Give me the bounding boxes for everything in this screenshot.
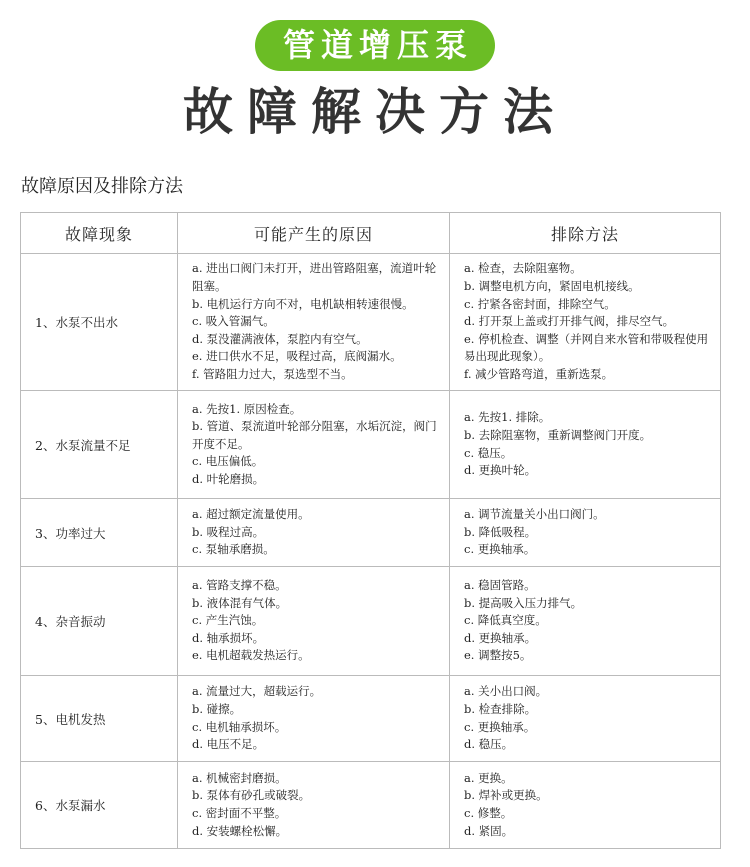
remedies-cell: [450, 391, 721, 499]
header-remedies: 排除方法: [450, 213, 721, 254]
cause-item: b. 碰擦。: [192, 701, 242, 716]
remedies-cell: [450, 676, 721, 762]
cause-item: c. 产生汽蚀。: [192, 613, 264, 628]
cause-item: b. 吸程过高。: [192, 524, 265, 539]
remedy-item: c. 降低真空度。: [464, 613, 547, 628]
causes-cell: [178, 254, 450, 391]
symptom-cell: 2、水泵流量不足: [21, 391, 178, 499]
remedies-cell: [450, 762, 721, 849]
remedy-item: d. 稳压。: [464, 737, 514, 752]
cause-item: f. 管路阻力过大，泵选型不当。: [192, 366, 353, 381]
table-row: [21, 254, 721, 391]
cause-item: b. 泵体有砂孔或破裂。: [192, 788, 311, 803]
section-title: 故障原因及排除方法: [21, 176, 183, 197]
fault-table: [20, 212, 721, 849]
symptom-cell: 3、功率过大: [21, 499, 178, 567]
cause-item: a. 流量过大，超载运行。: [192, 684, 322, 699]
symptom-cell: 1、水泵不出水: [21, 254, 178, 391]
cause-item: b. 管道、泵流道叶轮部分阻塞，水垢沉淀，阀门开度不足。: [192, 419, 437, 451]
cause-item: c. 密封面不平整。: [192, 806, 287, 820]
cause-item: d. 轴承损坏。: [192, 630, 265, 645]
table-header-row: [21, 213, 721, 254]
causes-cell: [178, 391, 450, 499]
cause-item: c. 电压偏低。: [192, 454, 264, 469]
remedy-item: e. 调整按5。: [464, 648, 532, 663]
page-title: 故障解决方法: [183, 83, 567, 141]
remedy-item: b. 调整电机方向，紧固电机接线。: [464, 279, 640, 294]
remedy-item: f. 减少管路弯道，重新选泵。: [464, 366, 614, 381]
remedy-item: a. 稳固管路。: [464, 578, 536, 593]
remedy-item: c. 拧紧各密封面，排除空气。: [464, 296, 616, 311]
remedy-item: d. 打开泵上盖或打开排气阀，排尽空气。: [464, 314, 675, 329]
remedy-item: b. 检查排除。: [464, 701, 537, 716]
remedy-item: a. 先按1. 排除。: [464, 410, 551, 425]
remedy-item: d. 更换叶轮。: [464, 463, 537, 478]
banner-container: [0, 20, 750, 71]
table-row: [21, 567, 721, 676]
cause-item: c. 泵轴承磨损。: [192, 542, 275, 557]
table-row: [21, 391, 721, 499]
cause-item: e. 进口供水不足，吸程过高，底阀漏水。: [192, 349, 402, 364]
table-row: [21, 499, 721, 567]
remedy-item: a. 关小出口阀。: [464, 684, 548, 699]
remedies-cell: [450, 567, 721, 676]
remedies-cell: [450, 254, 721, 391]
symptom-cell: 4、杂音振动: [21, 567, 178, 676]
remedy-item: b. 去除阻塞物，重新调整阀门开度。: [464, 427, 652, 442]
causes-cell: [178, 762, 450, 849]
cause-item: d. 电压不足。: [192, 737, 265, 752]
header-symptom: 故障现象: [21, 213, 178, 254]
remedy-item: a. 检查，去除阻塞物。: [464, 261, 582, 276]
remedy-item: b. 提高吸入压力排气。: [464, 595, 583, 610]
remedy-item: a. 调节流量关小出口阀门。: [464, 507, 605, 522]
cause-item: a. 机械密封磨损。: [192, 770, 287, 785]
remedy-item: b. 降低吸程。: [464, 524, 537, 539]
remedy-item: e. 停机检查、调整（并网自来水管和带吸程使用易出现此现象）。: [464, 331, 709, 364]
remedy-item: c. 修整。: [464, 806, 513, 820]
cause-item: c. 吸入管漏气。: [192, 314, 275, 329]
remedy-item: c. 稳压。: [464, 445, 513, 460]
remedies-cell: [450, 499, 721, 567]
cause-item: d. 安装螺栓松懈。: [192, 823, 288, 838]
cause-item: c. 电机轴承损坏。: [192, 719, 287, 734]
causes-cell: [178, 567, 450, 676]
product-banner: 管道增压泵: [255, 20, 495, 71]
cause-item: e. 电机超载发热运行。: [192, 648, 310, 663]
remedy-item: a. 更换。: [464, 770, 513, 785]
causes-cell: [178, 676, 450, 762]
remedy-item: c. 更换轴承。: [464, 542, 536, 557]
remedy-item: d. 紧固。: [464, 823, 514, 838]
cause-item: a. 超过额定流量使用。: [192, 507, 310, 522]
table-row: [21, 762, 721, 849]
remedy-item: b. 焊补或更换。: [464, 788, 548, 803]
cause-item: b. 液体混有气体。: [192, 595, 288, 610]
causes-cell: [178, 499, 450, 567]
table-row: [21, 676, 721, 762]
header-causes: 可能产生的原因: [178, 213, 450, 254]
table-body: [21, 254, 721, 849]
cause-item: d. 泵没灌满液体，泵腔内有空气。: [192, 331, 368, 346]
cause-item: a. 进出口阀门未打开，进出管路阻塞，流道叶轮阻塞。: [192, 261, 437, 294]
cause-item: a. 先按1. 原因检查。: [192, 401, 302, 416]
cause-item: d. 叶轮磨损。: [192, 471, 265, 486]
remedy-item: c. 更换轴承。: [464, 719, 536, 734]
cause-item: a. 管路支撑不稳。: [192, 578, 287, 593]
symptom-cell: 6、水泵漏水: [21, 762, 178, 849]
cause-item: b. 电机运行方向不对，电机缺相转速很慢。: [192, 296, 414, 311]
symptom-cell: 5、电机发热: [21, 676, 178, 762]
remedy-item: d. 更换轴承。: [464, 630, 537, 645]
